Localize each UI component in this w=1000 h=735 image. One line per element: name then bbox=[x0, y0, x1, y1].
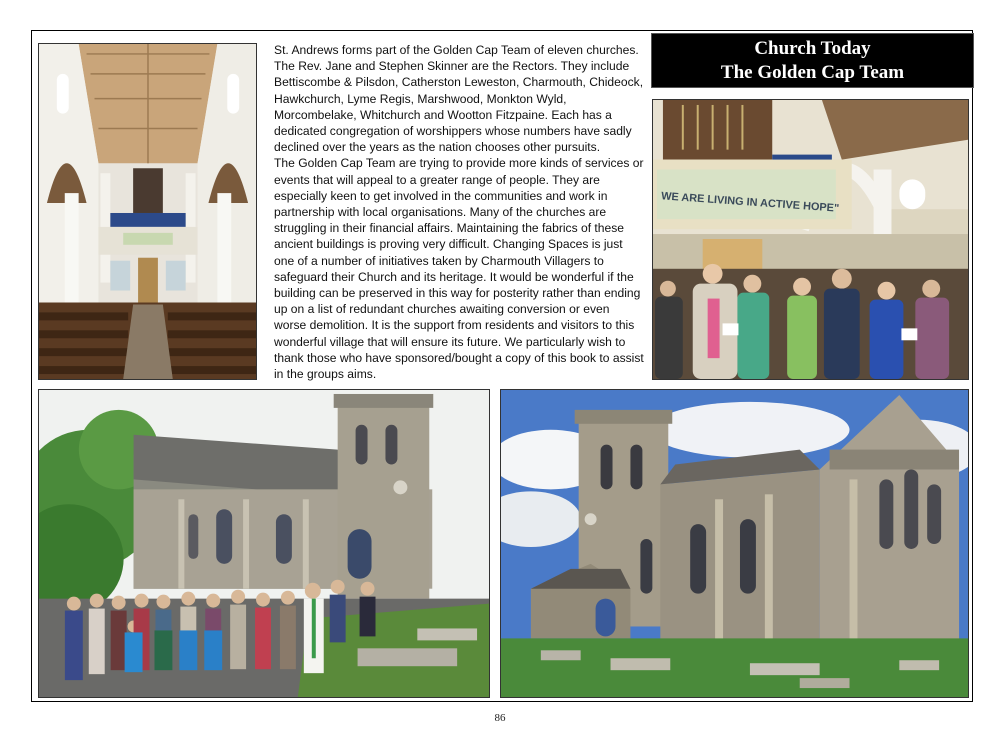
church-interior-photo bbox=[38, 43, 257, 380]
page-number: 86 bbox=[494, 712, 506, 724]
congregation-banner-text: WE ARE LIVING IN ACTIVE HOPE" bbox=[660, 190, 840, 215]
title-line-1: Church Today bbox=[754, 38, 871, 59]
paragraph-1: St. Andrews forms part of the Golden Cap Team of eleven churches. The Rev. Jane and Stephen Skinner are the Rectors. They include Bettiscombe & Pilsdon, Catherston Leweston, Charmouth, Chideock, Hawkchurch, Lyme Regis, Marshwood, Monkton Wyld, Morcombelake, Whitchurch and Wootton Fitzpaine. Each has a dedicated congregation of worshippers whose numbers have sadly declined over the years as the nation chooses other pursuits. bbox=[274, 43, 644, 155]
church-exterior-photo bbox=[500, 389, 969, 698]
group-outside-church-photo bbox=[38, 389, 490, 698]
title-box bbox=[651, 33, 974, 88]
paragraph-2: The Golden Cap Team are trying to provide more kinds of services or events that will appeal to a greater range of people. They are especially keen to get involved in the communities and work in partnership with local organisations. Many of the churches are struggling in their financial affairs. Maintaining the fabrics of these ancient buildings is proving very difficult. Changing Spaces is just one of a number of initiatives taken by Charmouth Villagers to safeguard their Church and its heritage. It would be wonderful if the building can be preserved in this way for posterity rather than ending up on a list of redundant churches awaiting conversion or even worse demolition. It is the support from residents and visitors to this wonderful village that will ensure its future. We particularly wish to thank those who have sponsored/bought a copy of this book to assist in the groups aims. bbox=[274, 156, 644, 382]
body-text bbox=[274, 42, 644, 382]
title-line-2: The Golden Cap Team bbox=[720, 62, 905, 83]
congregation-photo bbox=[652, 99, 969, 380]
